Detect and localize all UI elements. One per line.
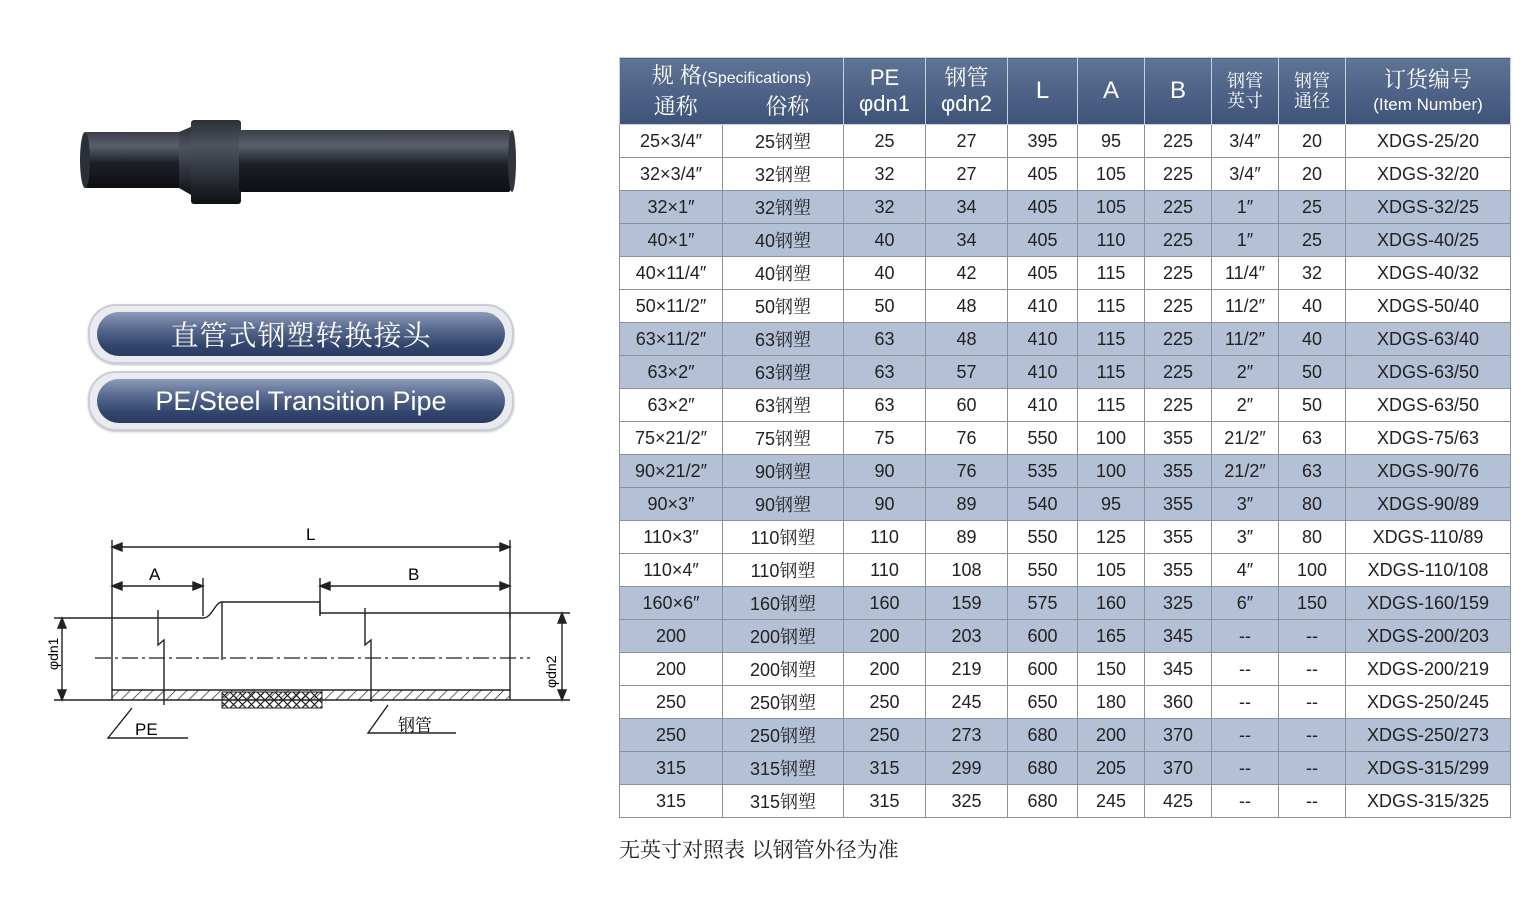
cell-length-B: 370 [1145,752,1212,785]
cell-spec-popular: 250钢塑 [723,719,844,752]
cell-steel-dn2: 34 [926,224,1008,257]
cell-length-B: 355 [1145,422,1212,455]
label-L: L [306,525,316,544]
cell-steel-inch: -- [1212,686,1279,719]
cell-length-B: 325 [1145,587,1212,620]
cell-length-B: 345 [1145,653,1212,686]
cell-pe-dn1: 110 [844,521,926,554]
cell-spec-common: 250 [620,686,723,719]
cell-length-B: 225 [1145,257,1212,290]
table-row [620,785,1511,818]
cell-length-A: 110 [1078,224,1145,257]
cell-steel-dn2: 60 [926,389,1008,422]
table-row [620,521,1511,554]
cell-spec-popular: 40钢塑 [723,257,844,290]
spec-table [619,57,1511,818]
cell-spec-popular: 32钢塑 [723,158,844,191]
cell-length-L: 575 [1008,587,1078,620]
cell-spec-popular: 32钢塑 [723,191,844,224]
cell-spec-common: 200 [620,653,723,686]
cell-steel-inch: -- [1212,752,1279,785]
cell-length-L: 600 [1008,653,1078,686]
cell-steel-bore: 20 [1279,158,1346,191]
header-steel [926,58,1008,125]
header-bore-line2: 通径 [1294,91,1330,111]
cell-spec-common: 315 [620,785,723,818]
spec-table-body [620,125,1511,818]
header-inch [1212,58,1279,125]
cell-steel-bore: 63 [1279,455,1346,488]
cell-item-number: XDGS-160/159 [1346,587,1511,620]
cell-steel-inch: -- [1212,620,1279,653]
title-en: PE/Steel Transition Pipe [97,379,505,423]
header-pe [844,58,926,125]
cell-steel-bore: 40 [1279,323,1346,356]
cell-item-number: XDGS-63/50 [1346,389,1511,422]
cell-steel-inch: 4″ [1212,554,1279,587]
cell-spec-popular: 200钢塑 [723,653,844,686]
cell-item-number: XDGS-315/325 [1346,785,1511,818]
cell-steel-dn2: 203 [926,620,1008,653]
cell-spec-common: 40×1″ [620,224,723,257]
cell-length-L: 680 [1008,719,1078,752]
header-spec-title: 规 格 [651,62,702,88]
table-row [620,257,1511,290]
header-A: A [1078,58,1145,125]
cell-spec-common: 110×3″ [620,521,723,554]
cell-length-A: 180 [1078,686,1145,719]
cell-length-L: 680 [1008,785,1078,818]
cell-spec-common: 32×1″ [620,191,723,224]
cell-steel-inch: 2″ [1212,356,1279,389]
title-cn-pill [88,304,514,364]
cell-steel-bore: 32 [1279,257,1346,290]
cell-length-B: 225 [1145,389,1212,422]
cell-steel-bore: -- [1279,686,1346,719]
cell-length-A: 105 [1078,158,1145,191]
label-B: B [408,565,420,584]
cell-pe-dn1: 315 [844,752,926,785]
cell-length-A: 115 [1078,389,1145,422]
cell-steel-dn2: 299 [926,752,1008,785]
cell-steel-inch: 11/2″ [1212,290,1279,323]
cell-spec-popular: 315钢塑 [723,785,844,818]
cell-item-number: XDGS-110/108 [1346,554,1511,587]
cell-length-B: 225 [1145,224,1212,257]
cell-spec-popular: 63钢塑 [723,356,844,389]
cell-length-L: 405 [1008,224,1078,257]
cell-steel-bore: 80 [1279,521,1346,554]
cell-steel-bore: -- [1279,719,1346,752]
cell-steel-bore: 100 [1279,554,1346,587]
cell-item-number: XDGS-200/203 [1346,620,1511,653]
cell-length-L: 405 [1008,158,1078,191]
header-order [1346,58,1511,125]
cell-spec-common: 90×21/2″ [620,455,723,488]
table-row [620,455,1511,488]
cell-length-L: 650 [1008,686,1078,719]
cell-steel-inch: -- [1212,785,1279,818]
cell-spec-common: 63×2″ [620,356,723,389]
cell-length-L: 410 [1008,389,1078,422]
cell-spec-popular: 250钢塑 [723,686,844,719]
cell-spec-popular: 50钢塑 [723,290,844,323]
cell-item-number: XDGS-63/50 [1346,356,1511,389]
cell-length-A: 125 [1078,521,1145,554]
cell-length-B: 370 [1145,719,1212,752]
cell-length-A: 115 [1078,257,1145,290]
cell-steel-bore: 25 [1279,224,1346,257]
label-A: A [149,565,161,584]
cell-length-B: 360 [1145,686,1212,719]
cell-item-number: XDGS-75/63 [1346,422,1511,455]
cell-pe-dn1: 63 [844,389,926,422]
cell-pe-dn1: 110 [844,554,926,587]
cell-steel-dn2: 273 [926,719,1008,752]
cell-length-B: 225 [1145,356,1212,389]
cell-steel-inch: -- [1212,653,1279,686]
cell-pe-dn1: 250 [844,719,926,752]
cell-steel-bore: -- [1279,620,1346,653]
cell-spec-common: 32×3/4″ [620,158,723,191]
cell-pe-dn1: 90 [844,455,926,488]
cell-steel-dn2: 159 [926,587,1008,620]
cell-length-A: 100 [1078,455,1145,488]
cell-pe-dn1: 40 [844,224,926,257]
cell-steel-inch: 3/4″ [1212,125,1279,158]
cell-length-B: 355 [1145,455,1212,488]
table-row [620,224,1511,257]
header-spec-common: 通称 [653,93,698,119]
cell-steel-dn2: 42 [926,257,1008,290]
cell-steel-dn2: 57 [926,356,1008,389]
label-dn1: φdn1 [45,637,61,670]
cell-length-A: 150 [1078,653,1145,686]
label-pe: PE [135,720,158,739]
cell-pe-dn1: 63 [844,323,926,356]
footnote: 无英寸对照表 以钢管外径为准 [619,838,899,862]
table-row [620,686,1511,719]
cell-spec-popular: 110钢塑 [723,554,844,587]
cell-steel-inch: 3″ [1212,488,1279,521]
cell-steel-dn2: 27 [926,158,1008,191]
table-row [620,554,1511,587]
cell-length-L: 410 [1008,356,1078,389]
cell-item-number: XDGS-25/20 [1346,125,1511,158]
cell-steel-inch: 1″ [1212,224,1279,257]
cell-length-A: 205 [1078,752,1145,785]
cell-length-A: 105 [1078,191,1145,224]
cell-length-B: 345 [1145,620,1212,653]
cell-length-L: 535 [1008,455,1078,488]
cell-pe-dn1: 315 [844,785,926,818]
cell-spec-common: 315 [620,752,723,785]
cell-spec-popular: 160钢塑 [723,587,844,620]
cell-spec-popular: 63钢塑 [723,389,844,422]
cell-length-B: 225 [1145,323,1212,356]
table-row [620,488,1511,521]
cell-pe-dn1: 90 [844,488,926,521]
cell-spec-popular: 90钢塑 [723,455,844,488]
table-row [620,290,1511,323]
header-order-line1: 订货编号 [1383,67,1472,92]
cell-pe-dn1: 200 [844,653,926,686]
cell-spec-common: 75×21/2″ [620,422,723,455]
header-inch-line1: 钢管 [1227,71,1263,91]
cell-spec-common: 110×4″ [620,554,723,587]
cell-length-A: 200 [1078,719,1145,752]
cell-length-L: 395 [1008,125,1078,158]
cell-length-L: 600 [1008,620,1078,653]
cell-steel-bore: 50 [1279,356,1346,389]
cell-steel-bore: -- [1279,785,1346,818]
cell-steel-inch: 11/2″ [1212,323,1279,356]
cell-steel-dn2: 89 [926,488,1008,521]
cell-length-B: 355 [1145,521,1212,554]
cell-steel-bore: -- [1279,653,1346,686]
table-row [620,389,1511,422]
header-bore [1279,58,1346,125]
cell-length-B: 225 [1145,290,1212,323]
cell-steel-bore: 50 [1279,389,1346,422]
cell-length-L: 410 [1008,323,1078,356]
cell-pe-dn1: 75 [844,422,926,455]
cell-steel-dn2: 27 [926,125,1008,158]
cell-steel-dn2: 76 [926,455,1008,488]
cell-length-A: 95 [1078,125,1145,158]
cell-length-L: 550 [1008,521,1078,554]
header-steel-line1: 钢管 [944,65,989,90]
cell-item-number: XDGS-90/76 [1346,455,1511,488]
cell-length-B: 355 [1145,488,1212,521]
cell-length-B: 225 [1145,125,1212,158]
cell-spec-popular: 75钢塑 [723,422,844,455]
cell-pe-dn1: 40 [844,257,926,290]
cell-steel-inch: 1″ [1212,191,1279,224]
cell-steel-inch: 2″ [1212,389,1279,422]
cell-spec-popular: 40钢塑 [723,224,844,257]
cell-steel-bore: -- [1279,752,1346,785]
cell-steel-dn2: 325 [926,785,1008,818]
technical-drawing [40,520,580,750]
cell-spec-common: 160×6″ [620,587,723,620]
label-dn2: φdn2 [543,655,559,688]
cell-length-A: 105 [1078,554,1145,587]
cell-length-L: 540 [1008,488,1078,521]
cell-spec-common: 25×3/4″ [620,125,723,158]
cell-spec-popular: 63钢塑 [723,323,844,356]
header-bore-line1: 钢管 [1294,71,1330,91]
header-pe-line2: φdn1 [859,91,910,116]
cell-pe-dn1: 50 [844,290,926,323]
cell-steel-dn2: 108 [926,554,1008,587]
product-photo [75,110,520,215]
cell-length-A: 100 [1078,422,1145,455]
cell-length-A: 95 [1078,488,1145,521]
cell-pe-dn1: 160 [844,587,926,620]
cell-item-number: XDGS-50/40 [1346,290,1511,323]
cell-spec-common: 63×2″ [620,389,723,422]
cell-pe-dn1: 25 [844,125,926,158]
header-spec-popular: 俗称 [765,93,810,119]
cell-steel-dn2: 245 [926,686,1008,719]
cell-item-number: XDGS-40/32 [1346,257,1511,290]
cell-steel-bore: 40 [1279,290,1346,323]
cell-spec-common: 90×3″ [620,488,723,521]
header-L: L [1008,58,1078,125]
table-row [620,587,1511,620]
table-row [620,422,1511,455]
cell-spec-common: 63×11/2″ [620,323,723,356]
cell-length-A: 160 [1078,587,1145,620]
cell-steel-inch: 11/4″ [1212,257,1279,290]
cell-length-B: 425 [1145,785,1212,818]
table-row [620,323,1511,356]
cell-steel-bore: 80 [1279,488,1346,521]
header-spec-title-en: (Specifications) [701,69,812,87]
cell-spec-common: 50×11/2″ [620,290,723,323]
cell-spec-popular: 200钢塑 [723,620,844,653]
cell-steel-inch: 21/2″ [1212,455,1279,488]
cell-length-L: 405 [1008,191,1078,224]
cell-spec-common: 40×11/4″ [620,257,723,290]
header-order-line2: (Item Number) [1373,95,1483,114]
cell-item-number: XDGS-250/245 [1346,686,1511,719]
cell-item-number: XDGS-32/25 [1346,191,1511,224]
cell-length-B: 355 [1145,554,1212,587]
cell-length-L: 410 [1008,290,1078,323]
cell-length-B: 225 [1145,158,1212,191]
header-steel-line2: φdn2 [941,91,992,116]
cell-steel-bore: 150 [1279,587,1346,620]
cell-item-number: XDGS-110/89 [1346,521,1511,554]
cell-pe-dn1: 200 [844,620,926,653]
cell-item-number: XDGS-200/219 [1346,653,1511,686]
table-row [620,719,1511,752]
cell-length-A: 115 [1078,290,1145,323]
cell-length-A: 245 [1078,785,1145,818]
cell-steel-inch: 6″ [1212,587,1279,620]
table-row [620,191,1511,224]
cell-item-number: XDGS-40/25 [1346,224,1511,257]
cell-steel-dn2: 219 [926,653,1008,686]
table-header-row [620,58,1511,125]
header-pe-line1: PE [869,65,900,90]
cell-steel-bore: 25 [1279,191,1346,224]
header-inch-line2: 英寸 [1227,91,1263,111]
cell-spec-popular: 315钢塑 [723,752,844,785]
cell-steel-dn2: 34 [926,191,1008,224]
header-B: B [1145,58,1212,125]
cell-steel-dn2: 89 [926,521,1008,554]
cell-pe-dn1: 32 [844,191,926,224]
cell-steel-inch: 3/4″ [1212,158,1279,191]
cell-pe-dn1: 32 [844,158,926,191]
cell-length-L: 405 [1008,257,1078,290]
table-row [620,356,1511,389]
cell-length-A: 115 [1078,323,1145,356]
cell-item-number: XDGS-315/299 [1346,752,1511,785]
title-cn: 直管式钢塑转换接头 [97,312,505,356]
cell-length-B: 225 [1145,191,1212,224]
cell-item-number: XDGS-32/20 [1346,158,1511,191]
table-row [620,620,1511,653]
cell-pe-dn1: 63 [844,356,926,389]
cell-steel-bore: 63 [1279,422,1346,455]
cell-length-L: 550 [1008,554,1078,587]
cell-length-A: 115 [1078,356,1145,389]
header-spec [620,58,844,125]
cell-spec-common: 200 [620,620,723,653]
table-row [620,752,1511,785]
cell-item-number: XDGS-63/40 [1346,323,1511,356]
cell-length-L: 680 [1008,752,1078,785]
cell-spec-popular: 90钢塑 [723,488,844,521]
title-en-pill [88,371,514,431]
label-steel: 钢管 [398,716,432,736]
cell-steel-inch: 3″ [1212,521,1279,554]
cell-steel-inch: -- [1212,719,1279,752]
cell-item-number: XDGS-90/89 [1346,488,1511,521]
cell-steel-inch: 21/2″ [1212,422,1279,455]
cell-item-number: XDGS-250/273 [1346,719,1511,752]
table-row [620,125,1511,158]
cell-spec-popular: 25钢塑 [723,125,844,158]
table-row [620,653,1511,686]
cell-steel-dn2: 76 [926,422,1008,455]
cell-pe-dn1: 250 [844,686,926,719]
cell-steel-dn2: 48 [926,290,1008,323]
table-row [620,158,1511,191]
cell-steel-dn2: 48 [926,323,1008,356]
cell-steel-bore: 20 [1279,125,1346,158]
cell-spec-popular: 110钢塑 [723,521,844,554]
cell-spec-common: 250 [620,719,723,752]
cell-length-A: 165 [1078,620,1145,653]
cell-length-L: 550 [1008,422,1078,455]
